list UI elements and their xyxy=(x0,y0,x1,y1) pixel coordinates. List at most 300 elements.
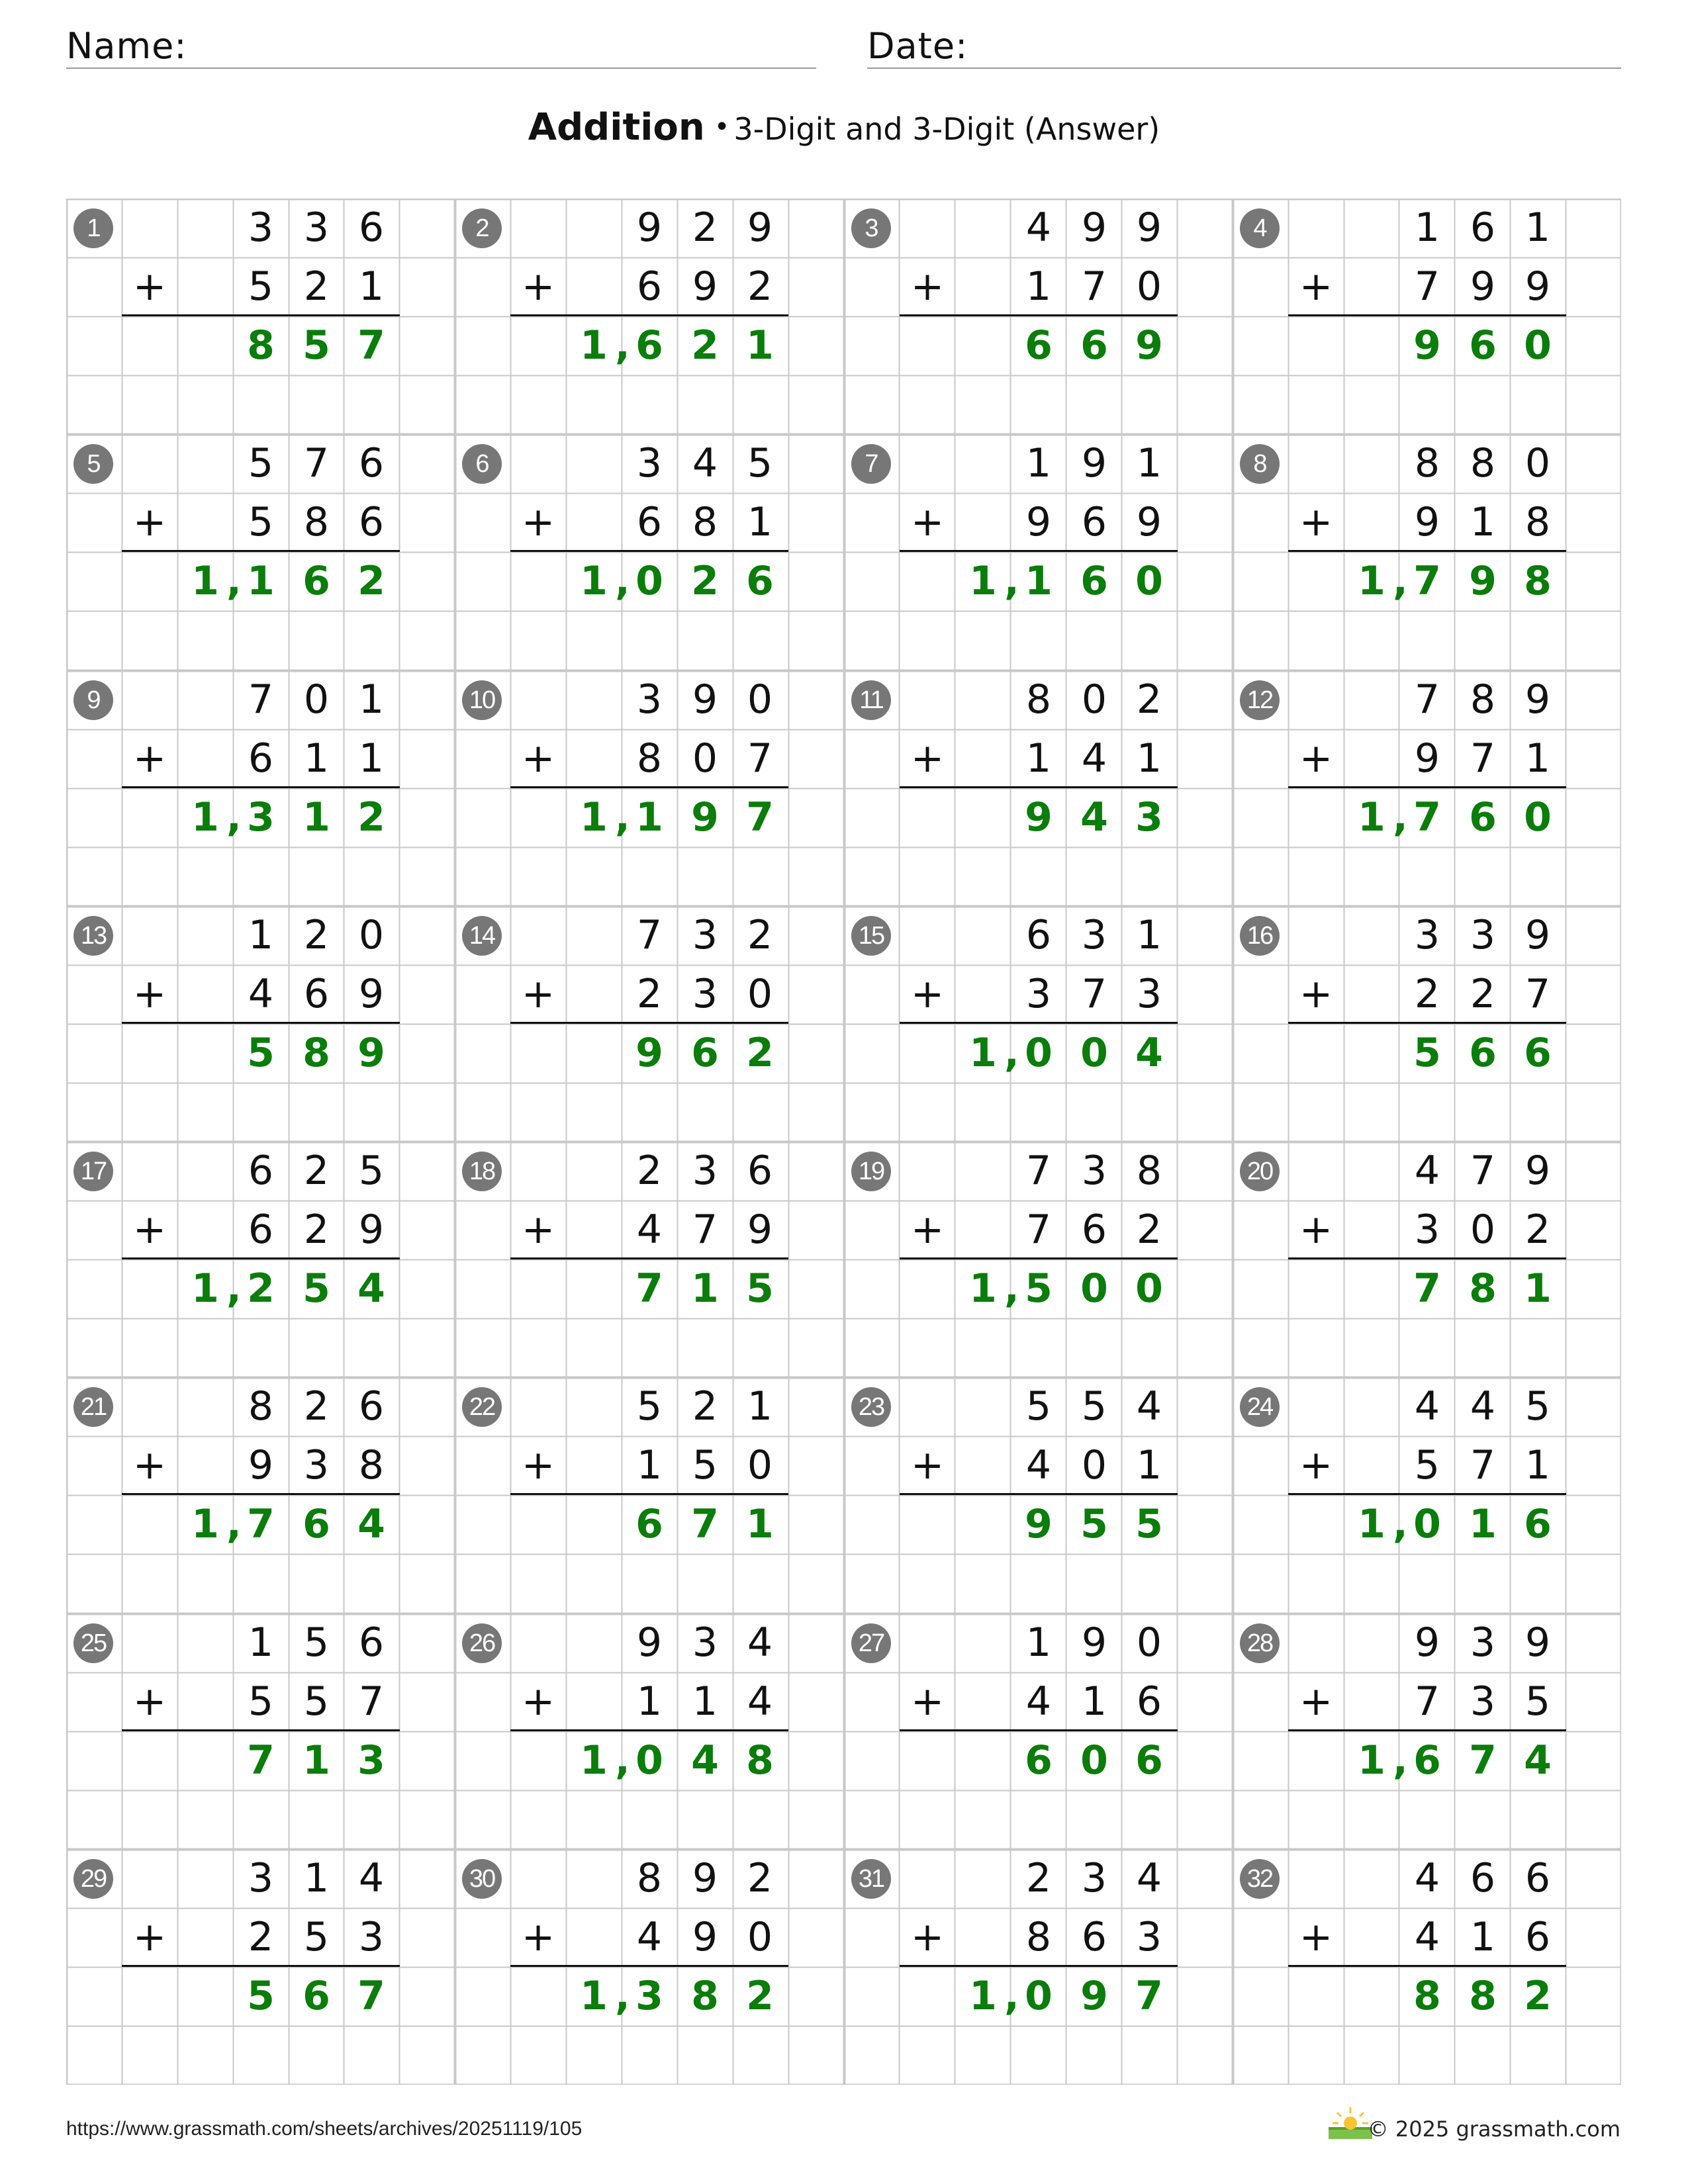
addend-top-digit: 4 xyxy=(1136,1383,1162,1430)
addend-bottom-digit: 5 xyxy=(248,499,274,545)
addend-bottom-digit: 3 xyxy=(303,1442,330,1488)
addend-top-digit: 5 xyxy=(1025,1383,1052,1430)
plus-sign: + xyxy=(132,1206,167,1253)
addend-top-digit: 6 xyxy=(1025,912,1052,958)
addend-bottom-digit: 7 xyxy=(1081,263,1107,310)
addend-bottom-digit: 9 xyxy=(1414,499,1440,545)
answer-comma: , xyxy=(1393,1501,1408,1547)
addend-top-digit: 1 xyxy=(1524,205,1551,251)
plus-sign: + xyxy=(521,1442,555,1488)
addend-top-digit: 3 xyxy=(1081,912,1107,958)
plus-sign: + xyxy=(910,1206,945,1253)
addend-bottom-digit: 6 xyxy=(248,735,274,782)
addend-bottom-digit: 8 xyxy=(636,735,663,782)
plus-sign: + xyxy=(132,971,167,1017)
answer-comma: , xyxy=(615,1973,630,2019)
addend-top-digit: 4 xyxy=(1136,1855,1162,1901)
title-separator: • xyxy=(714,112,730,142)
answer-digit: 7 xyxy=(357,1973,385,2019)
problem-10 xyxy=(455,670,843,906)
addend-top-digit: 1 xyxy=(1025,1619,1052,1666)
plus-sign: + xyxy=(1299,1678,1333,1725)
plus-sign: + xyxy=(132,263,167,310)
plus-sign: + xyxy=(521,499,555,545)
answer-digit: 1 xyxy=(247,558,275,604)
addend-bottom-digit: 5 xyxy=(248,263,274,310)
title-subtitle: 3-Digit and 3-Digit (Answer) xyxy=(733,111,1160,147)
problem-number-badge: 19 xyxy=(851,1152,891,1191)
addend-top-digit: 3 xyxy=(692,1619,718,1666)
addend-top-digit: 1 xyxy=(1025,440,1052,486)
answer-digit: 9 xyxy=(1135,322,1163,369)
answer-digit: 6 xyxy=(1524,1030,1552,1076)
plus-sign: + xyxy=(1299,1442,1333,1488)
addend-top-digit: 5 xyxy=(358,1148,385,1194)
problem-30 xyxy=(455,1849,843,2085)
footer-url[interactable]: https://www.grassmath.com/sheets/archives/20251119/105 xyxy=(66,2118,583,2140)
answer-digit: 7 xyxy=(1413,1265,1441,1312)
answer-digit: 1 xyxy=(746,322,774,369)
addend-bottom-digit: 3 xyxy=(1136,1914,1162,1960)
addend-top-digit: 2 xyxy=(303,1383,330,1430)
plus-sign: + xyxy=(132,1914,167,1960)
addend-top-digit: 8 xyxy=(248,1383,274,1430)
answer-digit: 5 xyxy=(1413,1030,1441,1076)
problem-3 xyxy=(844,199,1233,434)
answer-digit: 1 xyxy=(1358,558,1385,604)
addend-top-digit: 3 xyxy=(1414,912,1440,958)
problem-8 xyxy=(1233,434,1621,670)
answer-digit: 1 xyxy=(1358,794,1385,841)
addend-top-digit: 5 xyxy=(303,1619,330,1666)
addend-top-digit: 2 xyxy=(303,912,330,958)
addend-top-digit: 0 xyxy=(358,912,385,958)
addend-bottom-digit: 7 xyxy=(1470,735,1496,782)
problem-number-badge: 5 xyxy=(73,444,113,484)
addend-bottom-digit: 3 xyxy=(1470,1678,1496,1725)
answer-digit: 6 xyxy=(1080,322,1108,369)
answer-digit: 0 xyxy=(635,558,663,604)
answer-digit: 1 xyxy=(580,1973,608,2019)
answer-digit: 4 xyxy=(691,1737,719,1784)
addend-bottom-digit: 5 xyxy=(1414,1442,1440,1488)
plus-sign: + xyxy=(521,263,555,310)
addend-top-digit: 6 xyxy=(358,1383,385,1430)
addend-bottom-digit: 6 xyxy=(303,971,330,1017)
addend-bottom-digit: 3 xyxy=(1025,971,1052,1017)
addend-top-digit: 7 xyxy=(303,440,330,486)
addend-top-digit: 7 xyxy=(248,676,274,723)
answer-digit: 5 xyxy=(303,1265,330,1312)
answer-digit: 1 xyxy=(746,1501,774,1547)
addend-bottom-digit: 5 xyxy=(1524,1678,1551,1725)
addend-bottom-digit: 1 xyxy=(1081,1678,1107,1725)
answer-digit: 1 xyxy=(580,1737,608,1784)
problem-number-badge: 31 xyxy=(851,1859,891,1899)
answer-digit: 9 xyxy=(1080,1973,1108,2019)
answer-comma: , xyxy=(615,794,630,841)
answer-digit: 6 xyxy=(1025,1737,1053,1784)
addend-bottom-digit: 4 xyxy=(636,1914,663,1960)
answer-digit: 6 xyxy=(1025,322,1053,369)
addend-top-digit: 9 xyxy=(692,676,718,723)
problem-number-badge: 16 xyxy=(1240,916,1280,956)
plus-sign: + xyxy=(910,263,945,310)
answer-digit: 2 xyxy=(691,558,719,604)
answer-digit: 5 xyxy=(247,1030,275,1076)
problem-number-badge: 24 xyxy=(1240,1387,1280,1427)
addend-bottom-digit: 7 xyxy=(1025,1206,1052,1253)
addend-top-digit: 9 xyxy=(1524,1619,1551,1666)
problem-number-badge: 22 xyxy=(462,1387,502,1427)
addend-bottom-digit: 1 xyxy=(358,735,385,782)
date-label: Date: xyxy=(867,25,968,67)
answer-digit: 4 xyxy=(1524,1737,1552,1784)
addend-bottom-digit: 1 xyxy=(692,1678,718,1725)
answer-digit: 9 xyxy=(691,794,719,841)
plus-sign: + xyxy=(1299,735,1333,782)
answer-comma: , xyxy=(1004,1265,1019,1312)
answer-digit: 0 xyxy=(1524,322,1552,369)
addend-bottom-digit: 6 xyxy=(1081,1914,1107,1960)
addend-bottom-digit: 9 xyxy=(358,971,385,1017)
addend-bottom-digit: 1 xyxy=(636,1678,663,1725)
addend-bottom-digit: 1 xyxy=(358,263,385,310)
addend-bottom-digit: 9 xyxy=(1524,263,1551,310)
addend-bottom-digit: 9 xyxy=(692,263,718,310)
answer-comma: , xyxy=(226,794,242,841)
problem-number-badge: 28 xyxy=(1240,1623,1280,1663)
problem-number-badge: 3 xyxy=(851,208,891,248)
addend-top-digit: 3 xyxy=(636,440,663,486)
addend-bottom-digit: 0 xyxy=(747,971,773,1017)
addend-top-digit: 2 xyxy=(747,912,773,958)
addend-top-digit: 6 xyxy=(358,1619,385,1666)
answer-digit: 1 xyxy=(191,794,219,841)
answer-digit: 9 xyxy=(1025,1501,1053,1547)
addend-bottom-digit: 9 xyxy=(1414,735,1440,782)
answer-digit: 5 xyxy=(1025,1265,1053,1312)
answer-digit: 7 xyxy=(357,322,385,369)
title-main: Addition xyxy=(528,106,705,149)
addend-top-digit: 6 xyxy=(1470,205,1496,251)
answer-digit: 7 xyxy=(247,1501,275,1547)
addend-bottom-digit: 5 xyxy=(692,1442,718,1488)
answer-digit: 8 xyxy=(303,1030,330,1076)
problem-number-badge: 13 xyxy=(73,916,113,956)
problem-15 xyxy=(844,906,1233,1142)
answer-digit: 6 xyxy=(1469,322,1497,369)
addend-top-digit: 9 xyxy=(747,205,773,251)
plus-sign: + xyxy=(1299,1914,1333,1960)
answer-digit: 1 xyxy=(580,794,608,841)
addend-top-digit: 0 xyxy=(1081,676,1107,723)
addend-bottom-digit: 5 xyxy=(303,1678,330,1725)
addend-top-digit: 6 xyxy=(358,205,385,251)
plus-sign: + xyxy=(1299,1206,1333,1253)
name-line[interactable] xyxy=(66,68,816,69)
answer-digit: 1 xyxy=(969,1265,997,1312)
answer-digit: 2 xyxy=(247,1265,275,1312)
addend-top-digit: 3 xyxy=(1470,1619,1496,1666)
addend-bottom-digit: 2 xyxy=(303,1206,330,1253)
problem-14 xyxy=(455,906,843,1142)
addend-bottom-digit: 1 xyxy=(1136,735,1162,782)
addend-top-digit: 9 xyxy=(636,205,663,251)
addend-bottom-digit: 9 xyxy=(1025,499,1052,545)
plus-sign: + xyxy=(910,499,945,545)
answer-digit: 6 xyxy=(635,322,663,369)
answer-digit: 9 xyxy=(1025,794,1053,841)
addend-top-digit: 7 xyxy=(1470,1148,1496,1194)
problem-26 xyxy=(455,1614,843,1849)
addend-top-digit: 2 xyxy=(1025,1855,1052,1901)
addend-bottom-digit: 8 xyxy=(1025,1914,1052,1960)
answer-digit: 8 xyxy=(1469,1265,1497,1312)
addend-top-digit: 4 xyxy=(692,440,718,486)
answer-digit: 5 xyxy=(1135,1501,1163,1547)
answer-digit: 6 xyxy=(691,1030,719,1076)
addend-top-digit: 7 xyxy=(1025,1148,1052,1194)
addend-top-digit: 1 xyxy=(1414,205,1440,251)
addend-top-digit: 1 xyxy=(248,1619,274,1666)
problem-number-badge: 2 xyxy=(462,208,502,248)
answer-digit: 7 xyxy=(691,1501,719,1547)
addend-bottom-digit: 6 xyxy=(1081,499,1107,545)
answer-digit: 6 xyxy=(635,1501,663,1547)
addend-top-digit: 1 xyxy=(358,676,385,723)
answer-digit: 1 xyxy=(635,794,663,841)
addend-top-digit: 9 xyxy=(1524,1148,1551,1194)
answer-digit: 4 xyxy=(357,1501,385,1547)
plus-sign: + xyxy=(132,1442,167,1488)
addend-top-digit: 8 xyxy=(1470,676,1496,723)
answer-digit: 8 xyxy=(1469,1973,1497,2019)
problem-number-badge: 25 xyxy=(73,1623,113,1663)
problem-number-badge: 23 xyxy=(851,1387,891,1427)
problem-number-badge: 7 xyxy=(851,444,891,484)
answer-digit: 6 xyxy=(1469,1030,1497,1076)
addend-bottom-digit: 2 xyxy=(1524,1206,1551,1253)
addend-bottom-digit: 2 xyxy=(303,263,330,310)
addend-top-digit: 0 xyxy=(1524,440,1551,486)
problem-28 xyxy=(1233,1614,1621,1849)
answer-digit: 1 xyxy=(1524,1265,1552,1312)
addend-bottom-digit: 0 xyxy=(1470,1206,1496,1253)
problem-number-badge: 10 xyxy=(462,680,502,720)
answer-comma: , xyxy=(1004,1030,1019,1076)
problem-17 xyxy=(66,1142,455,1377)
plus-sign: + xyxy=(132,1678,167,1725)
addend-bottom-digit: 7 xyxy=(1414,1678,1440,1725)
plus-sign: + xyxy=(521,1678,555,1725)
addend-bottom-digit: 1 xyxy=(1524,1442,1551,1488)
addend-top-digit: 5 xyxy=(636,1383,663,1430)
problem-31 xyxy=(844,1849,1233,2085)
problem-2 xyxy=(455,199,843,434)
answer-digit: 0 xyxy=(1025,1973,1053,2019)
answer-digit: 1 xyxy=(191,1501,219,1547)
plus-sign: + xyxy=(521,735,555,782)
answer-digit: 7 xyxy=(1469,1737,1497,1784)
problem-12 xyxy=(1233,670,1621,906)
addend-top-digit: 8 xyxy=(636,1855,663,1901)
answer-digit: 8 xyxy=(746,1737,774,1784)
answer-digit: 0 xyxy=(1025,1030,1053,1076)
answer-digit: 9 xyxy=(635,1030,663,1076)
problem-number-badge: 26 xyxy=(462,1623,502,1663)
addend-bottom-digit: 7 xyxy=(1414,263,1440,310)
answer-digit: 7 xyxy=(635,1265,663,1312)
addend-bottom-digit: 9 xyxy=(358,1206,385,1253)
addend-top-digit: 4 xyxy=(1414,1148,1440,1194)
problem-19 xyxy=(844,1142,1233,1377)
plus-sign: + xyxy=(521,1914,555,1960)
problem-grid xyxy=(66,199,1621,2085)
answer-digit: 2 xyxy=(357,794,385,841)
problem-6 xyxy=(455,434,843,670)
addend-top-digit: 3 xyxy=(636,676,663,723)
addend-bottom-digit: 7 xyxy=(1470,1442,1496,1488)
date-line[interactable] xyxy=(867,68,1621,69)
answer-comma: , xyxy=(1393,558,1408,604)
problem-29 xyxy=(66,1849,455,2085)
plus-sign: + xyxy=(1299,499,1333,545)
addend-bottom-digit: 6 xyxy=(1081,1206,1107,1253)
answer-digit: 1 xyxy=(1025,558,1053,604)
addend-top-digit: 8 xyxy=(1414,440,1440,486)
answer-comma: , xyxy=(1004,558,1019,604)
answer-comma: , xyxy=(615,322,630,369)
addend-bottom-digit: 6 xyxy=(636,499,663,545)
plus-sign: + xyxy=(1299,971,1333,1017)
answer-digit: 4 xyxy=(1135,1030,1163,1076)
addend-bottom-digit: 8 xyxy=(358,1442,385,1488)
problem-number-badge: 15 xyxy=(851,916,891,956)
problem-4 xyxy=(1233,199,1621,434)
addend-top-digit: 8 xyxy=(1025,676,1052,723)
answer-comma: , xyxy=(1393,794,1408,841)
answer-digit: 6 xyxy=(1413,1737,1441,1784)
answer-digit: 1 xyxy=(303,1737,330,1784)
problem-24 xyxy=(1233,1377,1621,1613)
addend-top-digit: 4 xyxy=(1414,1383,1440,1430)
problem-number-badge: 30 xyxy=(462,1859,502,1899)
addend-bottom-digit: 0 xyxy=(747,1442,773,1488)
addend-bottom-digit: 9 xyxy=(1470,263,1496,310)
addend-bottom-digit: 1 xyxy=(636,1442,663,1488)
addend-top-digit: 2 xyxy=(636,1148,663,1194)
addend-top-digit: 9 xyxy=(1081,440,1107,486)
answer-digit: 1 xyxy=(580,322,608,369)
answer-comma: , xyxy=(226,558,242,604)
addend-top-digit: 1 xyxy=(747,1383,773,1430)
addend-bottom-digit: 4 xyxy=(747,1678,773,1725)
addend-top-digit: 8 xyxy=(1136,1148,1162,1194)
plus-sign: + xyxy=(1299,263,1333,310)
addend-top-digit: 2 xyxy=(692,1383,718,1430)
addend-bottom-digit: 4 xyxy=(248,971,274,1017)
addend-bottom-digit: 4 xyxy=(1025,1678,1052,1725)
answer-digit: 1 xyxy=(969,1030,997,1076)
answer-digit: 3 xyxy=(247,794,275,841)
addend-bottom-digit: 7 xyxy=(1524,971,1551,1017)
addend-bottom-digit: 9 xyxy=(1136,499,1162,545)
answer-digit: 6 xyxy=(303,1973,330,2019)
answer-digit: 1 xyxy=(969,1973,997,2019)
addend-bottom-digit: 8 xyxy=(303,499,330,545)
addend-top-digit: 9 xyxy=(1081,205,1107,251)
answer-digit: 6 xyxy=(1469,794,1497,841)
answer-digit: 0 xyxy=(1080,1737,1108,1784)
addend-bottom-digit: 1 xyxy=(1025,735,1052,782)
answer-digit: 7 xyxy=(746,794,774,841)
answer-digit: 4 xyxy=(357,1265,385,1312)
answer-digit: 5 xyxy=(1080,1501,1108,1547)
addend-bottom-digit: 2 xyxy=(1414,971,1440,1017)
addend-bottom-digit: 0 xyxy=(1081,1442,1107,1488)
problem-5 xyxy=(66,434,455,670)
addend-bottom-digit: 7 xyxy=(747,735,773,782)
answer-digit: 1 xyxy=(1469,1501,1497,1547)
problem-32 xyxy=(1233,1849,1621,2085)
answer-digit: 5 xyxy=(247,1973,275,2019)
footer-copyright: © 2025 grassmath.com xyxy=(1367,2116,1620,2142)
addend-top-digit: 1 xyxy=(303,1855,330,1901)
addend-top-digit: 3 xyxy=(692,1148,718,1194)
problem-number-badge: 1 xyxy=(73,208,113,248)
addend-top-digit: 5 xyxy=(747,440,773,486)
answer-digit: 5 xyxy=(303,322,330,369)
addend-top-digit: 9 xyxy=(692,1855,718,1901)
addend-top-digit: 7 xyxy=(1414,676,1440,723)
plus-sign: + xyxy=(910,1442,945,1488)
addend-top-digit: 5 xyxy=(1524,1383,1551,1430)
answer-digit: 0 xyxy=(1135,1265,1163,1312)
plus-sign: + xyxy=(521,1206,555,1253)
problem-number-badge: 11 xyxy=(851,680,891,720)
worksheet-title xyxy=(0,106,1688,149)
answer-digit: 6 xyxy=(1135,1737,1163,1784)
addend-bottom-digit: 2 xyxy=(1136,1206,1162,1253)
answer-comma: , xyxy=(1393,1737,1408,1784)
name-label: Name: xyxy=(66,25,187,67)
addend-top-digit: 0 xyxy=(747,676,773,723)
addend-bottom-digit: 7 xyxy=(692,1206,718,1253)
answer-digit: 6 xyxy=(1080,558,1108,604)
problem-7 xyxy=(844,434,1233,670)
answer-digit: 0 xyxy=(1080,1265,1108,1312)
answer-digit: 7 xyxy=(247,1737,275,1784)
addend-top-digit: 6 xyxy=(1470,1855,1496,1901)
answer-comma: , xyxy=(615,558,630,604)
answer-digit: 1 xyxy=(1358,1737,1385,1784)
problem-11 xyxy=(844,670,1233,906)
problem-23 xyxy=(844,1377,1233,1613)
addend-bottom-digit: 0 xyxy=(692,735,718,782)
addend-top-digit: 3 xyxy=(303,205,330,251)
addend-bottom-digit: 9 xyxy=(747,1206,773,1253)
answer-digit: 8 xyxy=(691,1973,719,2019)
addend-bottom-digit: 4 xyxy=(1081,735,1107,782)
plus-sign: + xyxy=(910,1914,945,1960)
problem-20 xyxy=(1233,1142,1621,1377)
addend-bottom-digit: 1 xyxy=(1136,1442,1162,1488)
plus-sign: + xyxy=(910,735,945,782)
answer-digit: 8 xyxy=(1413,1973,1441,2019)
answer-digit: 2 xyxy=(1524,1973,1552,2019)
addend-bottom-digit: 3 xyxy=(358,1914,385,1960)
